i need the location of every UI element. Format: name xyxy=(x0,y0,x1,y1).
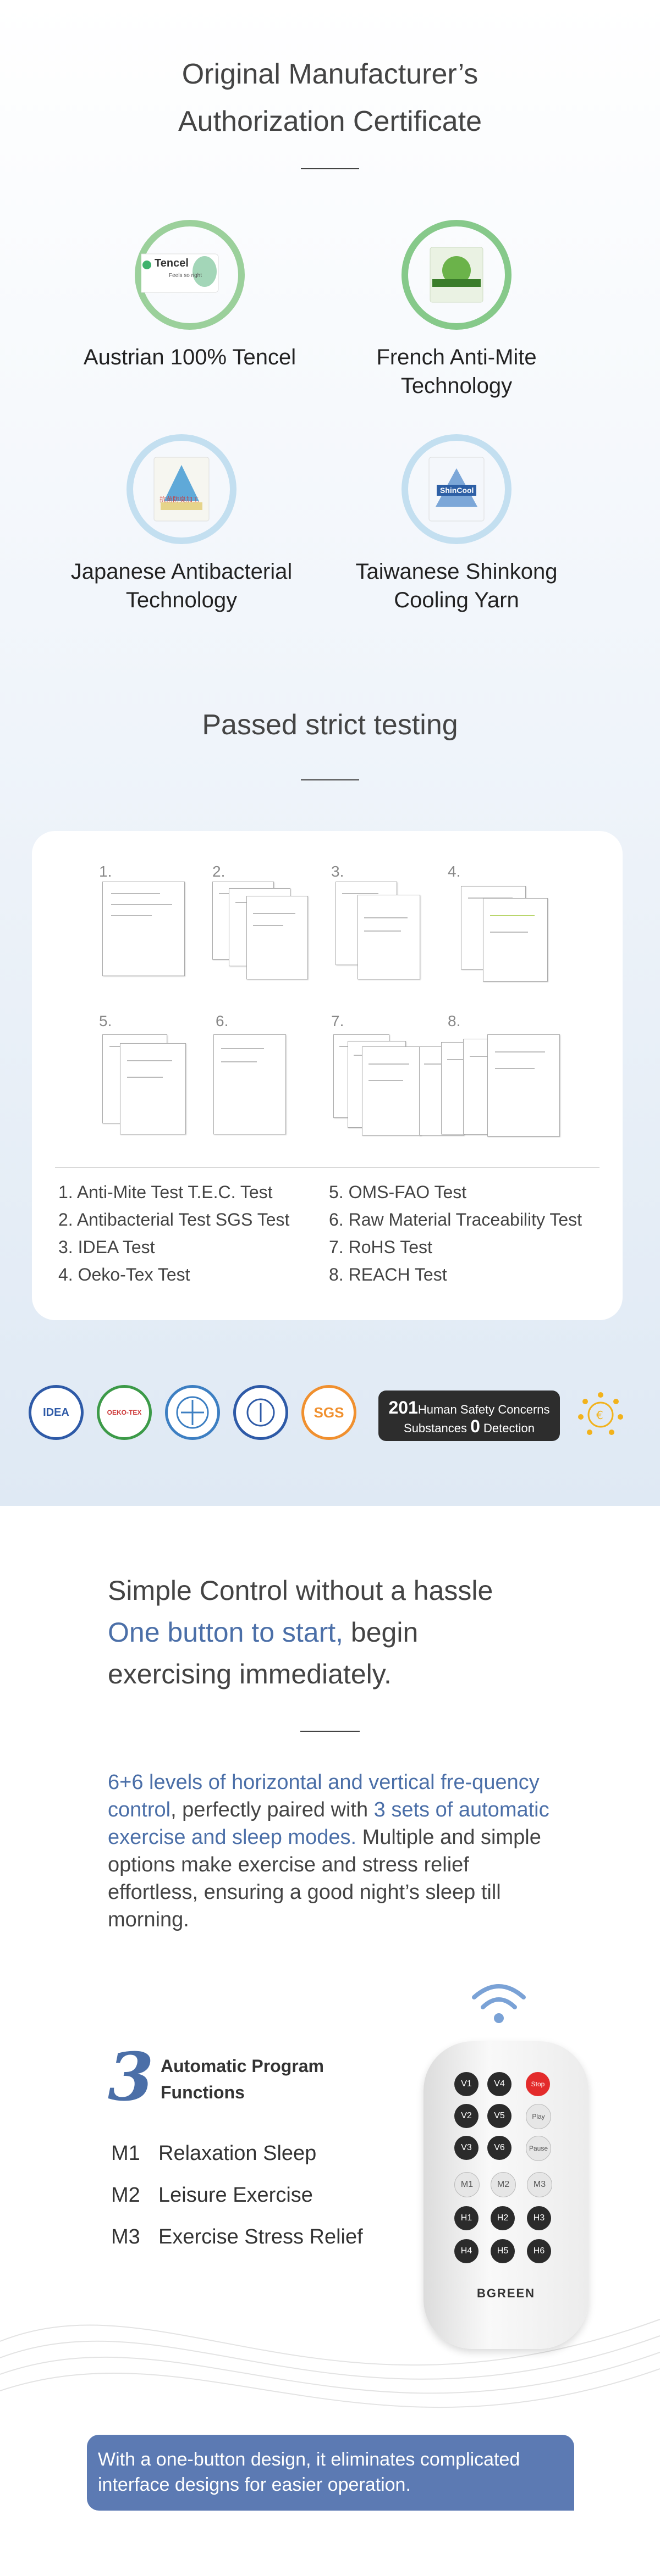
safety-pill xyxy=(378,1391,560,1441)
remote-button-m2[interactable]: M2 xyxy=(491,2172,516,2197)
sgs-badge-icon xyxy=(301,1385,356,1440)
mode-item xyxy=(111,2132,363,2174)
cert-shinkong xyxy=(330,434,583,614)
mode-name: Relaxation Sleep xyxy=(158,2142,317,2165)
test-item: 7. RoHS Test xyxy=(329,1237,432,1257)
desc-highlight-1: 6+6 levels of horizontal and vertical fre-quency control xyxy=(108,1771,540,1821)
desc-highlight-2: 3 sets of automatic exercise and sleep modes. xyxy=(108,1798,549,1849)
mode-code: M3 xyxy=(111,2225,140,2248)
test-item: 8. REACH Test xyxy=(329,1265,447,1284)
doc-number: 4. xyxy=(448,863,461,880)
headline-rest: begin xyxy=(343,1617,419,1648)
doc-number: 8. xyxy=(448,1012,461,1029)
remote-button-pause[interactable]: Pause xyxy=(526,2136,551,2161)
remote-button-h4[interactable]: H4 xyxy=(454,2239,479,2263)
card-divider xyxy=(55,1167,600,1168)
remote-button-h2[interactable]: H2 xyxy=(491,2206,515,2230)
safety-badges xyxy=(29,1385,634,1445)
cert-title-line2: Authorization Certificate xyxy=(178,106,482,137)
cert-caption: Taiwanese Shinkong Cooling Yarn xyxy=(355,559,558,612)
anti-mite-logo-icon xyxy=(402,220,512,330)
remote-button-v2[interactable]: V2 xyxy=(454,2104,479,2128)
pill-number-0: 0 xyxy=(470,1416,480,1436)
antibacterial-logo-text: 抗菌防臭加工 xyxy=(160,496,200,503)
testing-divider xyxy=(301,779,359,780)
control-divider xyxy=(300,1731,360,1732)
mode-item xyxy=(111,2216,363,2258)
oeko-badge-text: OEKO-TEX xyxy=(107,1409,142,1416)
cert-caption: Austrian 100% Tencel xyxy=(83,345,296,369)
desc-text: , perfectly paired with xyxy=(170,1798,374,1821)
remote-button-v5[interactable]: V5 xyxy=(487,2104,512,2128)
tencel-logo-icon xyxy=(135,220,245,330)
program-label: Automatic Program Functions xyxy=(161,2056,324,2102)
idea-badge-icon xyxy=(29,1385,84,1440)
doc-number: 2. xyxy=(212,863,226,880)
test-item: 5. OMS-FAO Test xyxy=(329,1182,467,1202)
fao-badge-icon xyxy=(233,1385,288,1440)
remote-button-m1[interactable]: M1 xyxy=(454,2172,480,2197)
remote-button-v6[interactable]: V6 xyxy=(487,2136,512,2160)
cert-tencel xyxy=(63,220,316,372)
cert-anti-mite xyxy=(330,220,583,400)
remote-button-h3[interactable]: H3 xyxy=(527,2206,551,2230)
control-headline-2 xyxy=(108,1611,418,1653)
antibacterial-logo-icon xyxy=(127,434,237,544)
test-item: 3. IDEA Test xyxy=(58,1237,155,1257)
test-item: 2. Antibacterial Test SGS Test xyxy=(58,1210,290,1229)
mode-item xyxy=(111,2174,363,2216)
tests-list-right xyxy=(329,1178,582,1288)
remote-button-h6[interactable]: H6 xyxy=(527,2239,551,2263)
remote-button-play[interactable]: Play xyxy=(526,2104,551,2129)
footer-note: With a one-button design, it eliminates complicated interface designs for easier operation. xyxy=(87,2435,574,2511)
pill-text: Detection xyxy=(483,1421,535,1435)
shincool-logo-text: ShinCool xyxy=(440,486,474,495)
tencel-logo-text: Tencel xyxy=(155,257,189,269)
remote-button-h1[interactable]: H1 xyxy=(454,2206,479,2230)
oeko-tex-badge-icon xyxy=(97,1385,152,1440)
pill-number-201: 201 xyxy=(388,1398,418,1417)
doc-number: 1. xyxy=(99,863,112,880)
headline-highlight: One button to start, xyxy=(108,1617,344,1648)
doc-number: 3. xyxy=(331,863,344,880)
desc-text: Multiple and simple options make exercise and stress relief effortless, ensuring a good night’s sleep till morning. xyxy=(108,1826,541,1931)
doc-number: 7. xyxy=(331,1012,344,1029)
test-item: 1. Anti-Mite Test T.E.C. Test xyxy=(58,1182,273,1202)
remote-button-m3[interactable]: M3 xyxy=(527,2172,552,2197)
remote-button-h5[interactable]: H5 xyxy=(491,2239,515,2263)
cert-caption: French Anti-Mite Technology xyxy=(376,345,537,398)
remote-button-v4[interactable]: V4 xyxy=(487,2072,512,2096)
cert-antibacterial xyxy=(55,434,308,614)
mode-list xyxy=(111,2132,363,2258)
title-divider xyxy=(301,168,359,169)
remote-button-v1[interactable]: V1 xyxy=(454,2072,479,2096)
mode-code: M2 xyxy=(111,2184,140,2207)
test-report-card xyxy=(32,831,623,1320)
remote-button-v3[interactable]: V3 xyxy=(454,2136,479,2160)
control-headline-1: Simple Control without a hassle xyxy=(108,1575,493,1606)
wifi-signal-icon xyxy=(469,1979,529,2028)
euro-stars-icon xyxy=(573,1387,628,1442)
tests-list-left xyxy=(58,1178,289,1288)
tencel-logo-sub: Feels so right xyxy=(169,273,202,279)
pill-text: Substances xyxy=(404,1421,467,1435)
test-item: 6. Raw Material Traceability Test xyxy=(329,1210,582,1229)
sgs-badge-text: SGS xyxy=(314,1404,344,1421)
remote-brand: BGREEN xyxy=(476,2286,536,2300)
pill-text: Human Safety Concerns xyxy=(417,1403,550,1416)
remote-control xyxy=(424,2041,588,2349)
mode-name: Leisure Exercise xyxy=(158,2184,313,2207)
test-item: 4. Oeko-Tex Test xyxy=(58,1265,190,1284)
doc-number: 5. xyxy=(99,1012,112,1029)
svg-text:€: € xyxy=(596,1409,603,1422)
testing-title: Passed strict testing xyxy=(202,709,458,741)
program-count: 3 xyxy=(108,2038,154,2116)
cert-caption: Japanese Antibacterial Technology xyxy=(70,559,293,612)
cert-title-line1: Original Manufacturer’s xyxy=(182,58,479,90)
who-badge-icon xyxy=(165,1385,220,1440)
control-headline-3: exercising immediately. xyxy=(108,1659,392,1689)
control-description xyxy=(108,1769,559,1934)
mode-code: M1 xyxy=(111,2142,140,2165)
mode-name: Exercise Stress Relief xyxy=(158,2225,363,2248)
shincool-logo-icon xyxy=(402,434,512,544)
idea-badge-text: IDEA xyxy=(43,1406,69,1419)
doc-number: 6. xyxy=(216,1012,229,1029)
remote-button-stop[interactable]: Stop xyxy=(526,2072,550,2096)
